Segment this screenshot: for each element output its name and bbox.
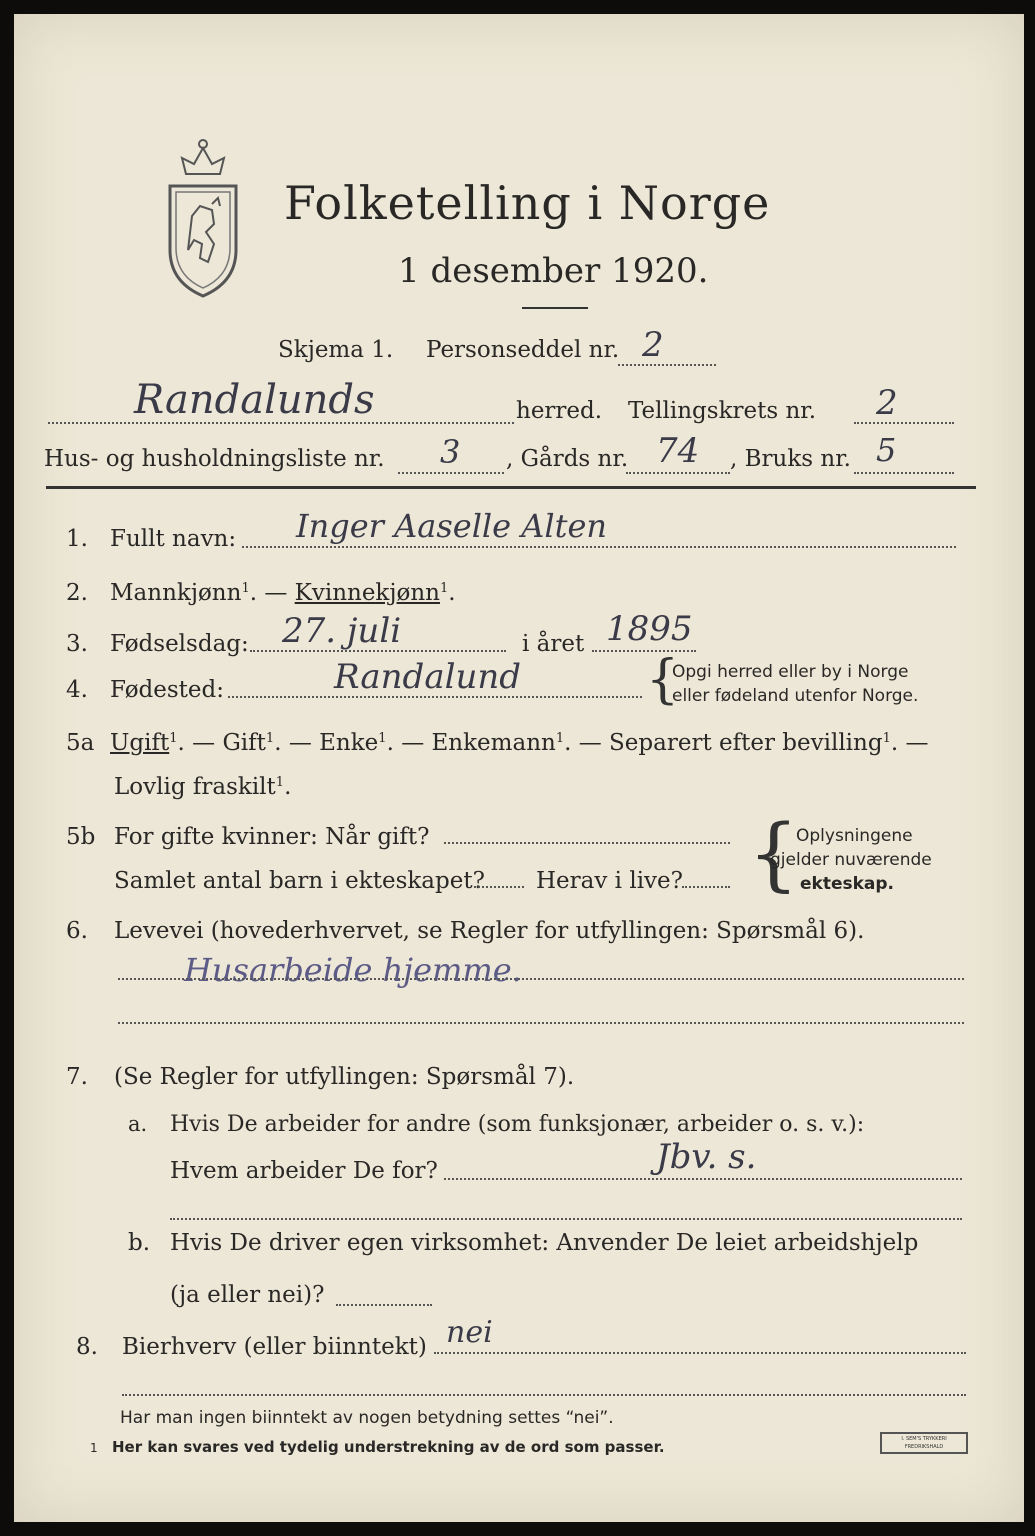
bruks-field xyxy=(854,472,954,474)
q1-label: Fullt navn: xyxy=(110,526,237,552)
q3-year-label: i året xyxy=(522,631,585,657)
q5b-note1: Oplysningene xyxy=(796,826,913,846)
herred-field xyxy=(48,422,514,424)
q8-field-line1 xyxy=(434,1352,966,1354)
q5b-note3: ekteskap. xyxy=(800,874,895,894)
q2-sep: — xyxy=(264,580,288,606)
section-divider xyxy=(46,486,976,489)
q5b-alive-field xyxy=(682,886,730,888)
footnote-text: Her kan svares ved tydelig understrekning av de ord som passer. xyxy=(112,1438,665,1456)
q4-field xyxy=(228,696,642,698)
hus-value: 3 xyxy=(440,433,461,471)
form-title: Folketelling i Norge xyxy=(284,176,771,230)
q7b-label2: (ja eller nei)? xyxy=(170,1282,325,1308)
q7-number: 7. xyxy=(66,1064,88,1090)
q5a-enkemann: Enkemann xyxy=(431,730,556,756)
q5a-separert: Separert efter bevilling xyxy=(609,730,883,756)
q5b-number: 5b xyxy=(66,824,96,850)
q2-options: Mannkjønn$^1$. — Kvinnekjønn$^1$. xyxy=(110,580,456,606)
q2-male: Mannkjønn xyxy=(110,580,242,606)
skjema-label: Skjema 1. xyxy=(278,337,394,363)
q4-label: Fødested: xyxy=(110,677,225,703)
footer-note: Har man ingen biinntekt av nogen betydning settes “nei”. xyxy=(120,1408,614,1428)
q4-note-brace: { xyxy=(646,650,680,710)
q3-year-value: 1895 xyxy=(606,609,693,649)
q5b-label2: Samlet antal barn i ekteskapet? xyxy=(114,868,485,894)
q4-number: 4. xyxy=(66,677,88,703)
q3-year-field xyxy=(592,650,696,652)
q7b-label1: Hvis De driver egen virksomhet: Anvender De leiet arbeidshjelp xyxy=(170,1230,919,1256)
q5a-fraskilt: Lovlig fraskilt$^1$. xyxy=(114,774,292,800)
q5b-label3: Herav i live? xyxy=(536,868,683,894)
q6-field-line1 xyxy=(118,978,964,980)
gards-value: 74 xyxy=(656,431,700,471)
q6-label: Levevei (hovederhvervet, se Regler for utfyllingen: Spørsmål 6). xyxy=(114,918,865,944)
gards-label: , Gårds nr. xyxy=(506,446,629,472)
q4-value: Randalund xyxy=(334,657,522,697)
q3-value: 27. juli xyxy=(282,611,402,651)
q3-field xyxy=(250,650,506,652)
census-form-sheet xyxy=(14,14,1024,1522)
q7a-label2: Hvem arbeider De for? xyxy=(170,1158,438,1184)
bruks-label: , Bruks nr. xyxy=(730,446,851,472)
personseddel-field xyxy=(618,364,716,366)
q1-field xyxy=(242,546,956,548)
q8-field-line2 xyxy=(122,1394,966,1396)
q5a-number: 5a xyxy=(66,730,95,756)
q5a-enke: Enke xyxy=(319,730,379,756)
header-rule xyxy=(522,307,588,309)
tellingskrets-label: Tellingskrets nr. xyxy=(628,398,817,424)
q5a-gift: Gift xyxy=(222,730,266,756)
hus-label: Hus- og husholdningsliste nr. xyxy=(44,446,385,472)
q3-number: 3. xyxy=(66,631,88,657)
q8-label: Bierhverv (eller biinntekt) xyxy=(122,1334,427,1360)
q2-female: Kvinnekjønn xyxy=(294,580,440,606)
q8-value: nei xyxy=(446,1315,493,1350)
footnote-mark: 1 xyxy=(90,1441,98,1455)
q8-number: 8. xyxy=(76,1334,98,1360)
q7b-field xyxy=(336,1304,432,1306)
q7a-number: a. xyxy=(128,1112,148,1136)
gards-field xyxy=(626,472,730,474)
q1-value: Inger Aaselle Alten xyxy=(296,507,608,545)
q7a-field-line1 xyxy=(444,1178,962,1180)
printer-mark: I. SEM'S TRYKKERI FREDRIKSHALD xyxy=(880,1432,968,1454)
q7b-number: b. xyxy=(128,1230,151,1256)
q2-number: 2. xyxy=(66,580,88,606)
herred-value: Randalunds xyxy=(134,377,375,423)
q6-number: 6. xyxy=(66,918,88,944)
q5b-label1: For gifte kvinner: Når gift? xyxy=(114,824,430,850)
herred-label: herred. xyxy=(516,398,603,424)
hus-field xyxy=(398,472,504,474)
q5b-when-field xyxy=(444,842,730,844)
q7a-value: Jbv. s. xyxy=(656,1137,757,1177)
coat-of-arms-emblem xyxy=(162,132,244,300)
q5a-options: Ugift$^1$. — Gift$^1$. — Enke$^1$. — Enkemann$^1$. — Separert efter bevilling$^1$. — xyxy=(110,730,929,756)
q6-field-line2 xyxy=(118,1022,964,1024)
q6-value: Husarbeide hjemme. xyxy=(184,951,522,989)
q4-note-line1: Opgi herred eller by i Norge xyxy=(672,662,909,682)
q7-label: (Se Regler for utfyllingen: Spørsmål 7). xyxy=(114,1064,575,1090)
census-date: 1 desember 1920. xyxy=(398,251,709,291)
q5b-note-brace: { xyxy=(748,807,799,900)
q1-number: 1. xyxy=(66,526,88,552)
q5b-children-field xyxy=(474,886,524,888)
q7a-label1: Hvis De arbeider for andre (som funksjonær, arbeider o. s. v.): xyxy=(170,1112,865,1137)
q7a-field-line2 xyxy=(170,1218,962,1220)
tellingskrets-value: 2 xyxy=(876,383,898,423)
tellingskrets-field xyxy=(854,422,954,424)
q4-note-line2: eller fødeland utenfor Norge. xyxy=(672,686,919,706)
q5b-note2: gjelder nuværende xyxy=(770,850,932,870)
q3-label: Fødselsdag: xyxy=(110,631,249,657)
personseddel-value: 2 xyxy=(642,325,664,365)
bruks-value: 5 xyxy=(876,431,897,469)
q5a-ugift: Ugift xyxy=(110,730,170,756)
personseddel-label: Personseddel nr. xyxy=(426,337,620,363)
